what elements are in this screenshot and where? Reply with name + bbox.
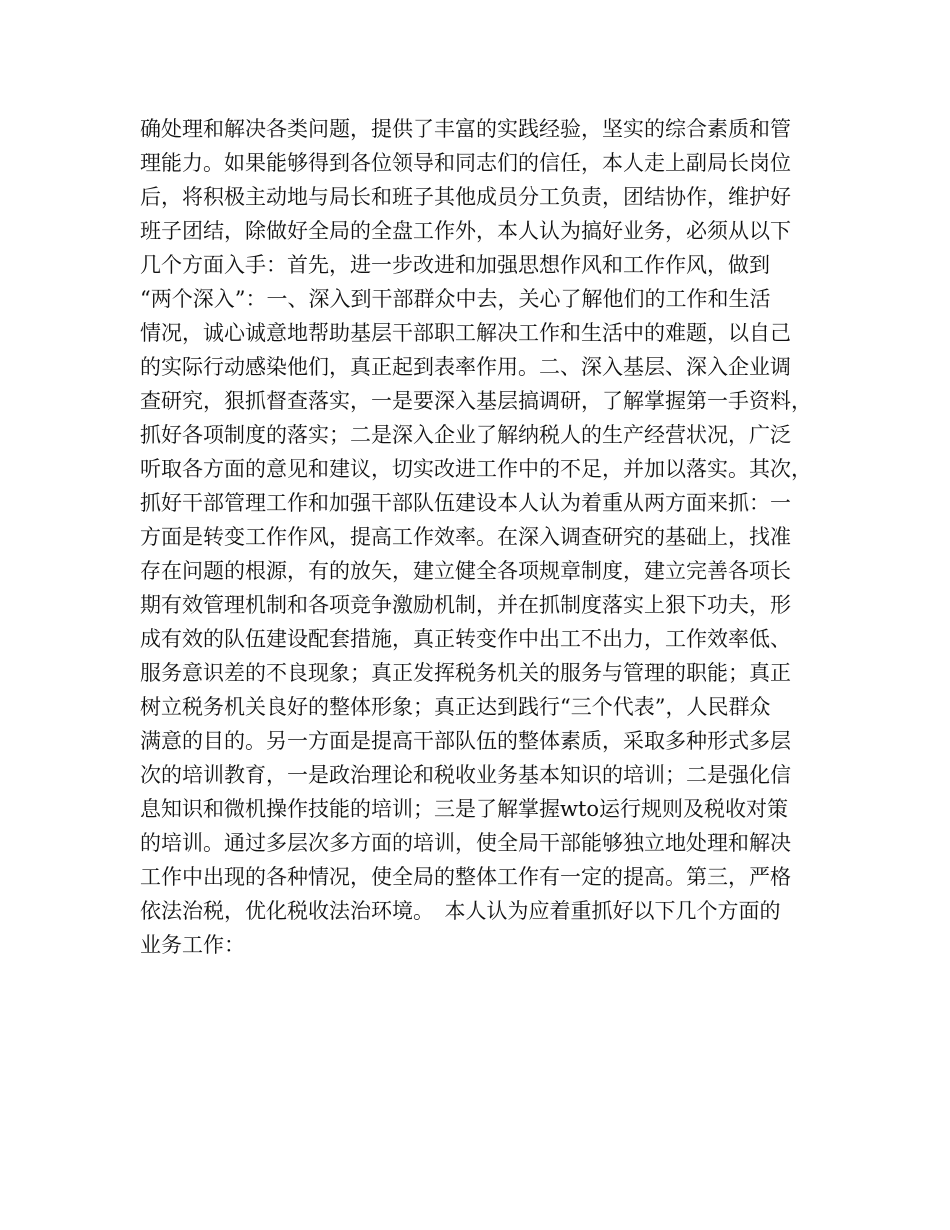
text-line: 树立税务机关良好的整体形象；真正达到践行“三个代表”，人民群众 [140,695,771,719]
text-line: 的培训。通过多层次多方面的培训，使全局干部能够独立地处理和解决 [140,831,791,855]
text-line: 工作中出现的各种情况，使全局的整体工作有一定的提高。第三，严格 [140,865,791,889]
text-line: 满意的目的。另一方面是提高干部队伍的整体素质，采取多种形式多层 [140,729,791,753]
body-text [140,112,830,962]
text-line: 听取各方面的意见和建议，切实改进工作中的不足，并加以落实。其次， [140,457,812,481]
text-line: 理能力。如果能够得到各位领导和同志们的信任，本人走上副局长岗位 [140,151,791,175]
text-line: 成有效的队伍建设配套措施，真正转变作中出工不出力，工作效率低、 [140,627,791,651]
text-line: 后，将积极主动地与局长和班子其他成员分工负责，团结协作，维护好 [140,185,791,209]
text-line: 查研究，狠抓督查落实，一是要深入基层搞调研，了解掌握第一手资料， [140,389,812,413]
text-line: 的实际行动感染他们，真正起到表率作用。二、深入基层、深入企业调 [140,355,791,379]
text-line: 息知识和微机操作技能的培训；三是了解掌握wto运行规则及税收对策 [140,797,789,821]
text-line: 抓好干部管理工作和加强干部队伍建设本人认为着重从两方面来抓：一 [140,491,791,515]
text-line: 服务意识差的不良现象；真正发挥税务机关的服务与管理的职能；真正 [140,661,791,685]
text-line: 依法治税，优化税收法治环境。 本人认为应着重抓好以下几个方面的 [140,899,781,923]
text-line: 次的培训教育，一是政治理论和税收业务基本知识的培训；二是强化信 [140,763,791,787]
text-line: 业务工作： [140,933,245,957]
text-line: 存在问题的根源，有的放矢，建立健全各项规章制度，建立完善各项长 [140,559,791,583]
text-line: 几个方面入手：首先，进一步改进和加强思想作风和工作作风，做到 [140,253,770,277]
text-line: 班子团结，除做好全局的全盘工作外，本人认为搞好业务，必须从以下 [140,219,791,243]
text-line: “两个深入”：一、深入到干部群众中去，关心了解他们的工作和生活 [140,287,771,311]
text-line: 期有效管理机制和各项竞争激励机制，并在抓制度落实上狠下功夫，形 [140,593,791,617]
text-line: 抓好各项制度的落实；二是深入企业了解纳税人的生产经营状况，广泛 [140,423,791,447]
text-line: 确处理和解决各类问题，提供了丰富的实践经验，坚实的综合素质和管 [140,117,791,141]
text-line: 方面是转变工作作风，提高工作效率。在深入调查研究的基础上，找准 [140,525,791,549]
text-line: 情况，诚心诚意地帮助基层干部职工解决工作和生活中的难题，以自己 [140,321,791,345]
